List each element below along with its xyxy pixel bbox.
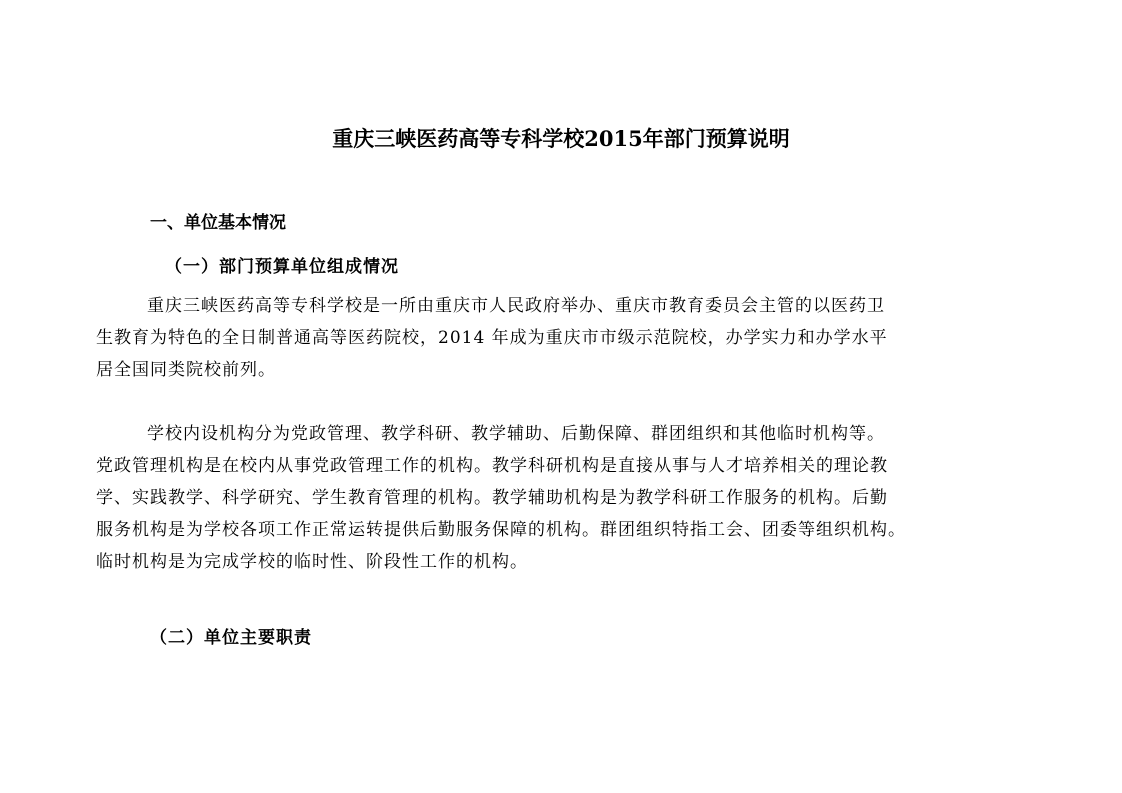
paragraph-line: 居全国同类院校前列。 — [96, 360, 276, 380]
paragraph-line: 临时机构是为完成学校的临时性、阶段性工作的机构。 — [96, 552, 528, 572]
paragraph-line: 学校内设机构分为党政管理、教学科研、教学辅助、后勤保障、群团组织和其他临时机构等。 — [147, 424, 885, 444]
paragraph-line: 生教育为特色的全日制普通高等医药院校，2014 年成为重庆市市级示范院校，办学实力和办学水平 — [96, 328, 888, 348]
subsection-heading-duties: （二）单位主要职责 — [150, 628, 312, 648]
subsection-heading-composition: （一）部门预算单位组成情况 — [165, 257, 399, 277]
paragraph-school-overview — [96, 290, 1026, 386]
paragraph-line: 党政管理机构是在校内从事党政管理工作的机构。教学科研机构是直接从事与人才培养相关的理论教 — [96, 456, 888, 476]
document-title: 重庆三峡医药高等专科学校2015年部门预算说明 — [332, 126, 790, 151]
paragraph-line: 重庆三峡医药高等专科学校是一所由重庆市人民政府举办、重庆市教育委员会主管的以医药卫 — [147, 296, 885, 316]
section-heading-basic-info: 一、单位基本情况 — [150, 213, 286, 233]
paragraph-line: 学、实践教学、科学研究、学生教育管理的机构。教学辅助机构是为教学科研工作服务的机构。后勤 — [96, 488, 888, 508]
paragraph-internal-structure — [96, 418, 1026, 578]
paragraph-line: 服务机构是为学校各项工作正常运转提供后勤服务保障的机构。群团组织特指工会、团委等组织机构。 — [96, 520, 906, 540]
